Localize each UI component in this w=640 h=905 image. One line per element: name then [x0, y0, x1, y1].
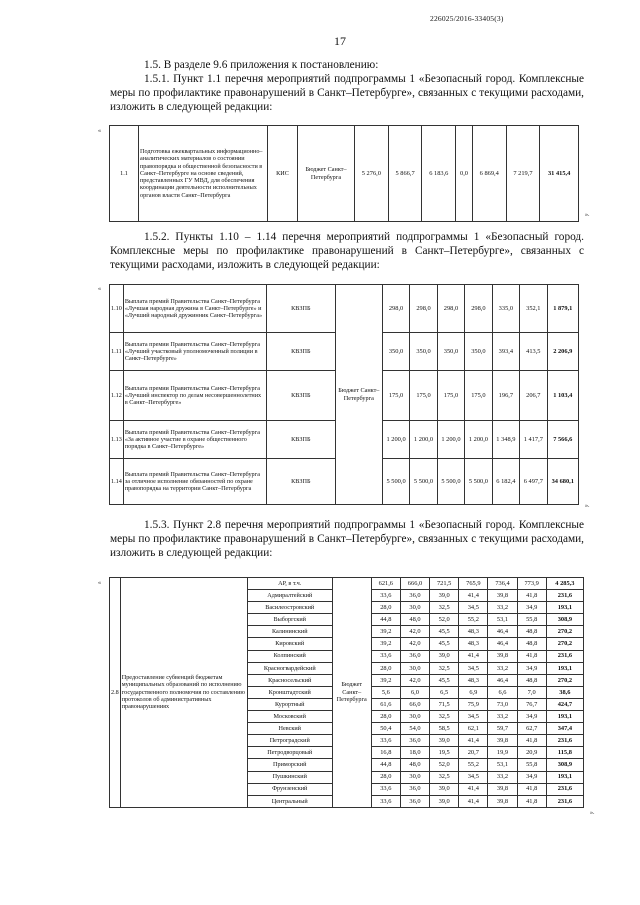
value-cell: 34,9 — [517, 602, 546, 614]
total-cell: 38,6 — [546, 686, 583, 698]
value-cell: 20,9 — [517, 747, 546, 759]
value-cell: 44,8 — [371, 759, 400, 771]
row-source: Бюджет Санкт–Петербурга — [335, 285, 382, 505]
total-cell: 231,6 — [546, 795, 583, 807]
value-cell: 34,5 — [459, 662, 488, 674]
value-cell: 53,1 — [488, 614, 517, 626]
district-name: Центральный — [247, 795, 332, 807]
value-cell: 1 200,0 — [410, 421, 437, 459]
total-cell: 308,9 — [546, 759, 583, 771]
value-cell: 28,0 — [371, 662, 400, 674]
row-source: Бюджет Санкт–Петербурга — [298, 126, 355, 222]
district-name: Красносельский — [247, 674, 332, 686]
row-executor: КИС — [268, 126, 298, 222]
close-quote: ». — [585, 212, 590, 218]
value-cell: 5 866,7 — [388, 126, 422, 222]
value-cell: 58,5 — [430, 723, 459, 735]
row-description: Выплата премий Правительства Санкт–Петербурга «Лучшая народная дружина в Санкт–Петербурге» и «Лучший народный дружинник Санкт–Петербурга» — [123, 285, 266, 333]
value-cell: 1 348,9 — [492, 421, 519, 459]
value-cell: 6 497,7 — [520, 459, 547, 505]
value-cell: 41,8 — [517, 735, 546, 747]
value-cell: 19,9 — [488, 747, 517, 759]
value-cell: 46,4 — [488, 638, 517, 650]
value-cell: 32,5 — [430, 602, 459, 614]
district-name: Василеостровский — [247, 602, 332, 614]
value-cell: 6,5 — [430, 686, 459, 698]
value-cell: 19,5 — [430, 747, 459, 759]
value-cell: 413,5 — [520, 333, 547, 371]
value-cell: 350,0 — [410, 333, 437, 371]
value-cell: 335,0 — [492, 285, 519, 333]
value-cell: 6,9 — [459, 686, 488, 698]
value-cell: 30,0 — [400, 711, 429, 723]
value-cell: 55,8 — [517, 759, 546, 771]
value-cell: 52,0 — [430, 759, 459, 771]
value-cell: 33,6 — [371, 795, 400, 807]
value-cell: 621,6 — [371, 578, 400, 590]
total-cell: 193,1 — [546, 771, 583, 783]
value-cell: 298,0 — [465, 285, 492, 333]
value-cell: 5,6 — [371, 686, 400, 698]
row-description: Выплата премий Правительства Санкт–Петербурга «За активное участие в охране общественного порядка в Санкт–Петербурге» — [123, 421, 266, 459]
value-cell: 36,0 — [400, 795, 429, 807]
total-cell: 231,6 — [546, 783, 583, 795]
row-description: Выплата премии Правительства Санкт–Петербурга «Лучший участковый уполномоченный полиции в Санкт–Петербурге» — [123, 333, 266, 371]
district-name: АР, в т.ч. — [247, 578, 332, 590]
value-cell: 175,0 — [382, 371, 409, 421]
close-quote: ». — [585, 503, 590, 509]
total-cell: 270,2 — [546, 638, 583, 650]
value-cell: 62,7 — [517, 723, 546, 735]
district-name: Адмиралтейский — [247, 590, 332, 602]
district-name: Красногвардейский — [247, 662, 332, 674]
value-cell: 765,9 — [459, 578, 488, 590]
table-row — [110, 578, 584, 590]
page-number: 17 — [334, 34, 346, 48]
total-cell: 1 103,4 — [547, 371, 578, 421]
value-cell: 41,4 — [459, 735, 488, 747]
table-item-2-8 — [109, 577, 584, 808]
value-cell: 39,0 — [430, 735, 459, 747]
district-name: Петроградский — [247, 735, 332, 747]
value-cell: 39,8 — [488, 590, 517, 602]
value-cell: 0,0 — [456, 126, 473, 222]
value-cell: 175,0 — [465, 371, 492, 421]
value-cell: 32,5 — [430, 662, 459, 674]
value-cell: 196,7 — [492, 371, 519, 421]
total-cell: 270,2 — [546, 626, 583, 638]
row-number: 1.12 — [110, 371, 124, 421]
value-cell: 71,5 — [430, 698, 459, 710]
district-name: Приморский — [247, 759, 332, 771]
value-cell: 44,8 — [371, 614, 400, 626]
value-cell: 75,9 — [459, 698, 488, 710]
value-cell: 16,8 — [371, 747, 400, 759]
total-cell: 2 206,9 — [547, 333, 578, 371]
value-cell: 48,8 — [517, 674, 546, 686]
value-cell: 352,1 — [520, 285, 547, 333]
value-cell: 175,0 — [437, 371, 464, 421]
value-cell: 39,2 — [371, 674, 400, 686]
district-name: Выборгский — [247, 614, 332, 626]
value-cell: 54,0 — [400, 723, 429, 735]
value-cell: 34,5 — [459, 771, 488, 783]
row-executor: КВЗПБ — [266, 333, 335, 371]
value-cell: 721,5 — [430, 578, 459, 590]
value-cell: 39,0 — [430, 650, 459, 662]
value-cell: 45,5 — [430, 626, 459, 638]
district-name: Пушкинский — [247, 771, 332, 783]
value-cell: 30,0 — [400, 662, 429, 674]
value-cell: 39,8 — [488, 650, 517, 662]
open-quote: « — [98, 128, 101, 134]
paragraph-1-5-1: 1.5.1. Пункт 1.1 перечня мероприятий подпрограммы 1 «Безопасный город. Комплексные меры по профилактике правонарушений в Санкт–Петербурге», связанных с текущими расходами, изложить в следующей редакции: — [110, 73, 584, 114]
value-cell: 48,0 — [400, 614, 429, 626]
close-quote: ». — [590, 810, 595, 816]
district-name: Московский — [247, 711, 332, 723]
total-cell: 1 879,1 — [547, 285, 578, 333]
value-cell: 39,8 — [488, 783, 517, 795]
table-item-1-1 — [109, 125, 579, 222]
row-source: Бюджет Санкт–Петербурга — [332, 578, 371, 808]
value-cell: 61,6 — [371, 698, 400, 710]
value-cell: 1 200,0 — [465, 421, 492, 459]
row-executor: КВЗПБ — [266, 285, 335, 333]
value-cell: 53,1 — [488, 759, 517, 771]
value-cell: 28,0 — [371, 711, 400, 723]
value-cell: 1 200,0 — [382, 421, 409, 459]
value-cell: 28,0 — [371, 602, 400, 614]
value-cell: 736,4 — [488, 578, 517, 590]
value-cell: 34,5 — [459, 711, 488, 723]
district-name: Петродворцовый — [247, 747, 332, 759]
total-cell: 231,6 — [546, 650, 583, 662]
value-cell: 66,0 — [400, 698, 429, 710]
total-cell: 270,2 — [546, 674, 583, 686]
value-cell: 39,8 — [488, 795, 517, 807]
total-cell: 193,1 — [546, 711, 583, 723]
row-description: Предоставление субвенций бюджетам муниципальных образований по исполнению государственного полномочия по составлению протоколов об административных правонарушениях — [120, 578, 247, 808]
paragraph-1-5-3: 1.5.3. Пункт 2.8 перечня мероприятий подпрограммы 1 «Безопасный город. Комплексные меры по профилактике правонарушений в Санкт–Петербурге», связанных с текущими расходами, изложить в следующей редакции: — [110, 519, 584, 560]
value-cell: 206,7 — [520, 371, 547, 421]
value-cell: 73,0 — [488, 698, 517, 710]
value-cell: 6 183,6 — [422, 126, 456, 222]
row-executor: КВЗПБ — [266, 421, 335, 459]
value-cell: 298,0 — [410, 285, 437, 333]
value-cell: 48,8 — [517, 638, 546, 650]
value-cell: 52,0 — [430, 614, 459, 626]
total-cell: 231,6 — [546, 735, 583, 747]
value-cell: 32,5 — [430, 771, 459, 783]
value-cell: 175,0 — [410, 371, 437, 421]
value-cell: 41,8 — [517, 795, 546, 807]
value-cell: 62,1 — [459, 723, 488, 735]
value-cell: 39,8 — [488, 735, 517, 747]
value-cell: 34,9 — [517, 711, 546, 723]
row-description: Выплата премии Правительства Санкт–Петербурга «Лучший инспектор по делам несовершеннолетних в Санкт–Петербурге» — [123, 371, 266, 421]
value-cell: 55,8 — [517, 614, 546, 626]
row-number: 1.14 — [110, 459, 124, 505]
value-cell: 36,0 — [400, 650, 429, 662]
total-cell: 4 285,3 — [546, 578, 583, 590]
district-name: Калининский — [247, 626, 332, 638]
row-number: 1.1 — [110, 126, 139, 222]
district-name: Курортный — [247, 698, 332, 710]
value-cell: 50,4 — [371, 723, 400, 735]
value-cell: 42,0 — [400, 626, 429, 638]
total-cell: 231,6 — [546, 590, 583, 602]
value-cell: 36,0 — [400, 590, 429, 602]
value-cell: 6 869,4 — [472, 126, 506, 222]
value-cell: 59,7 — [488, 723, 517, 735]
district-name: Фрунзенский — [247, 783, 332, 795]
document-number: 226025/2016-33405(3) — [430, 14, 504, 23]
value-cell: 39,2 — [371, 638, 400, 650]
value-cell: 45,5 — [430, 674, 459, 686]
value-cell: 33,6 — [371, 783, 400, 795]
value-cell: 30,0 — [400, 602, 429, 614]
value-cell: 18,0 — [400, 747, 429, 759]
value-cell: 7,0 — [517, 686, 546, 698]
row-description: Выплата премий Правительства Санкт–Петербурга за отличное исполнение обязанностей по охране правопорядка на территории Санкт–Петербурга — [123, 459, 266, 505]
total-cell: 424,7 — [546, 698, 583, 710]
district-name: Кировский — [247, 638, 332, 650]
value-cell: 34,5 — [459, 602, 488, 614]
value-cell: 6,0 — [400, 686, 429, 698]
value-cell: 36,0 — [400, 783, 429, 795]
value-cell: 42,0 — [400, 638, 429, 650]
value-cell: 39,2 — [371, 626, 400, 638]
value-cell: 5 500,0 — [382, 459, 409, 505]
total-cell: 7 566,6 — [547, 421, 578, 459]
value-cell: 45,5 — [430, 638, 459, 650]
row-number: 1.13 — [110, 421, 124, 459]
value-cell: 350,0 — [382, 333, 409, 371]
district-name: Колпинский — [247, 650, 332, 662]
value-cell: 39,0 — [430, 795, 459, 807]
value-cell: 39,0 — [430, 590, 459, 602]
value-cell: 39,0 — [430, 783, 459, 795]
value-cell: 48,3 — [459, 626, 488, 638]
value-cell: 33,6 — [371, 590, 400, 602]
value-cell: 46,4 — [488, 674, 517, 686]
value-cell: 48,8 — [517, 626, 546, 638]
value-cell: 34,9 — [517, 662, 546, 674]
open-quote: « — [98, 580, 101, 586]
value-cell: 41,8 — [517, 650, 546, 662]
district-name: Кронштадтский — [247, 686, 332, 698]
paragraph-1-5-2: 1.5.2. Пункты 1.10 – 1.14 перечня мероприятий подпрограммы 1 «Безопасный город. Комплексные меры по профилактике правонарушений в Санкт–Петербурге», связанных с текущими расходами, изложить в следующей редакции: — [110, 231, 584, 272]
value-cell: 20,7 — [459, 747, 488, 759]
value-cell: 6 182,4 — [492, 459, 519, 505]
value-cell: 33,2 — [488, 602, 517, 614]
row-number: 1.10 — [110, 285, 124, 333]
value-cell: 41,4 — [459, 795, 488, 807]
district-name: Невский — [247, 723, 332, 735]
value-cell: 42,0 — [400, 674, 429, 686]
value-cell: 41,8 — [517, 590, 546, 602]
total-cell: 115,8 — [546, 747, 583, 759]
total-cell: 34 680,1 — [547, 459, 578, 505]
value-cell: 393,4 — [492, 333, 519, 371]
row-number: 2.8 — [110, 578, 121, 808]
total-cell: 308,9 — [546, 614, 583, 626]
total-cell: 193,1 — [546, 662, 583, 674]
table-row — [110, 126, 579, 222]
total-cell: 31 415,4 — [540, 126, 579, 222]
value-cell: 1 200,0 — [437, 421, 464, 459]
row-executor: КВЗПБ — [266, 371, 335, 421]
row-number: 1.11 — [110, 333, 124, 371]
value-cell: 34,9 — [517, 771, 546, 783]
value-cell: 55,2 — [459, 759, 488, 771]
value-cell: 32,5 — [430, 711, 459, 723]
value-cell: 298,0 — [382, 285, 409, 333]
value-cell: 1 417,7 — [520, 421, 547, 459]
value-cell: 7 219,7 — [506, 126, 540, 222]
value-cell: 46,4 — [488, 626, 517, 638]
value-cell: 41,4 — [459, 590, 488, 602]
value-cell: 6,6 — [488, 686, 517, 698]
value-cell: 33,2 — [488, 711, 517, 723]
value-cell: 41,4 — [459, 650, 488, 662]
value-cell: 5 500,0 — [437, 459, 464, 505]
value-cell: 666,0 — [400, 578, 429, 590]
value-cell: 33,6 — [371, 650, 400, 662]
value-cell: 33,2 — [488, 771, 517, 783]
table-items-1-10-1-14 — [109, 284, 579, 505]
value-cell: 33,2 — [488, 662, 517, 674]
total-cell: 347,4 — [546, 723, 583, 735]
value-cell: 773,9 — [517, 578, 546, 590]
value-cell: 76,7 — [517, 698, 546, 710]
value-cell: 41,8 — [517, 783, 546, 795]
value-cell: 30,0 — [400, 771, 429, 783]
row-executor: КВЗПБ — [266, 459, 335, 505]
value-cell: 48,3 — [459, 674, 488, 686]
table-row — [110, 285, 579, 333]
value-cell: 28,0 — [371, 771, 400, 783]
value-cell: 33,6 — [371, 735, 400, 747]
value-cell: 36,0 — [400, 735, 429, 747]
row-description: Подготовка ежеквартальных информационно–аналитических материалов о состоянии правопорядка и общественной безопасности в Санкт–Петербурге на основе сведений, представленных ГУ МВД, для обеспечения координации деятельности исполнительных органов власти Санкт–Петербурга — [139, 126, 268, 222]
value-cell: 48,0 — [400, 759, 429, 771]
total-cell: 193,1 — [546, 602, 583, 614]
value-cell: 48,3 — [459, 638, 488, 650]
value-cell: 55,2 — [459, 614, 488, 626]
open-quote: « — [98, 286, 101, 292]
value-cell: 5 500,0 — [410, 459, 437, 505]
value-cell: 298,0 — [437, 285, 464, 333]
value-cell: 5 500,0 — [465, 459, 492, 505]
value-cell: 41,4 — [459, 783, 488, 795]
value-cell: 350,0 — [437, 333, 464, 371]
paragraph-1-5: 1.5. В разделе 9.6 приложения к постановлению: — [144, 59, 379, 71]
value-cell: 5 276,0 — [355, 126, 389, 222]
value-cell: 350,0 — [465, 333, 492, 371]
